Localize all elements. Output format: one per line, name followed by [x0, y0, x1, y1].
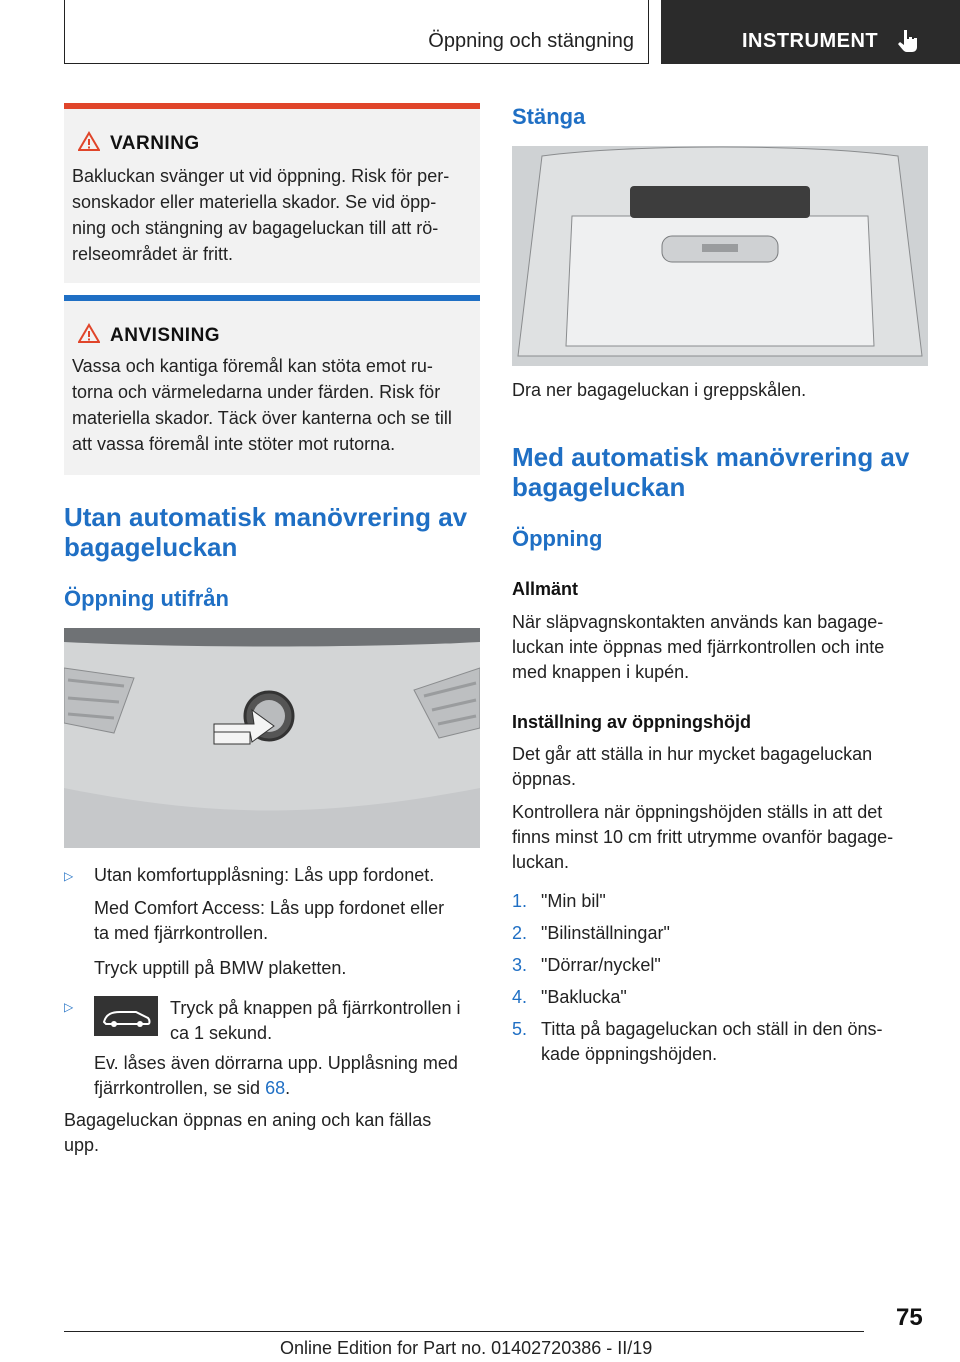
warning-bar — [64, 103, 480, 109]
tailgate-handle-illustration — [512, 146, 928, 366]
step-line: ca 1 sekund. — [170, 1023, 273, 1043]
step-press-remote — [170, 996, 460, 1046]
heading-without-automatic — [64, 502, 467, 562]
warning-line: ning och stängning av bagageluckan till att rö- — [72, 218, 439, 238]
header-chapter-label: INSTRUMENT — [742, 30, 879, 52]
step-item[interactable] — [512, 921, 928, 953]
heading-opening-outside: Öppning utifrån — [64, 586, 229, 611]
step-number: 5. — [512, 1019, 528, 1039]
notice-box — [64, 295, 480, 475]
step-number: 1. — [512, 891, 528, 911]
step-line: ta med fjärrkontrollen. — [94, 923, 269, 943]
heading-general: Allmänt — [512, 579, 579, 599]
text-line: med knappen i kupén. — [512, 662, 690, 682]
heading-line: bagageluckan — [64, 532, 238, 562]
notice-text — [72, 353, 472, 457]
notice-line: Vassa och kantiga föremål kan stöta emot ru- — [72, 356, 433, 376]
step-text: "Bilinställningar" — [541, 923, 670, 943]
notice-line: att vassa föremål inte stöter mot rutorna. — [72, 434, 396, 454]
footer-divider — [64, 1331, 864, 1332]
bullet-icon: ▷ — [64, 1000, 74, 1014]
page-number: 75 — [896, 1304, 923, 1331]
bullet-icon: ▷ — [64, 869, 74, 883]
step-unlock: Utan komfortupplåsning: Lås upp fordonet. — [94, 865, 435, 885]
step-number: 2. — [512, 923, 528, 943]
step-item[interactable] — [512, 953, 928, 985]
heading-line: bagageluckan — [512, 472, 686, 502]
heading-line: Utan automatisk manövrering av — [64, 502, 468, 532]
warning-title: VARNING — [110, 133, 200, 154]
step-list-left — [64, 863, 444, 981]
page-link-68[interactable]: 68 — [265, 1078, 286, 1098]
warning-line: Bakluckan svänger ut vid öppning. Risk för per- — [72, 166, 450, 186]
footer-edition: Online Edition for Part no. 01402720386 - II/19 — [280, 1338, 653, 1358]
step-item[interactable] — [512, 1017, 928, 1067]
heading-opening: Öppning — [512, 526, 603, 551]
heading-closing: Stänga — [512, 104, 586, 129]
warning-line: sonskador eller materiella skador. Se vid öpp- — [72, 192, 437, 212]
text-line: När släpvagnskontakten används kan bagage- — [512, 612, 884, 632]
step-text: Titta på bagageluckan och ställ in den öns- — [541, 1019, 883, 1039]
tailgate-badge-illustration — [64, 628, 480, 848]
step-line: Ev. låses även dörrarna upp. Upplåsning med — [94, 1053, 458, 1073]
text-line: upp. — [64, 1135, 100, 1155]
notice-line: torna och värmeledarna under färden. Risk för — [72, 382, 441, 402]
opening-result-text — [64, 1108, 431, 1158]
step-line: Tryck på knappen på fjärrkontrollen i — [170, 998, 461, 1018]
step-text: kade öppningshöjden. — [541, 1044, 718, 1064]
height-text — [512, 742, 872, 792]
step-number: 4. — [512, 987, 528, 1007]
text-line: luckan. — [512, 852, 570, 872]
step-press-badge: Tryck upptill på BMW plaketten. — [94, 958, 347, 978]
text-line: Det går att ställa in hur mycket bagageluckan — [512, 744, 873, 764]
step-line: Med Comfort Access: Lås upp fordonet eller — [94, 898, 445, 918]
step-doors-unlock-note — [94, 1051, 458, 1101]
warning-box — [64, 103, 480, 283]
step-text: "Dörrar/nyckel" — [541, 955, 661, 975]
heading-line: Med automatisk manövrering av — [512, 442, 910, 472]
step-item[interactable] — [512, 889, 928, 921]
step-item[interactable] — [512, 985, 928, 1017]
warning-triangle-icon — [78, 131, 100, 151]
heading-opening-height: Inställning av öppningshöjd — [512, 712, 751, 732]
step-line: . — [285, 1078, 291, 1098]
step-number: 3. — [512, 955, 528, 975]
header-section-title: Öppning och stängning — [428, 30, 634, 52]
hand-pointer-icon — [895, 28, 921, 54]
step-text: "Min bil" — [541, 891, 606, 911]
notice-bar — [64, 295, 480, 301]
text-line: finns minst 10 cm fritt utrymme ovanför bagage- — [512, 827, 894, 847]
notice-line: materiella skador. Täck över kanterna och se till — [72, 408, 452, 428]
warning-text — [72, 163, 472, 267]
remote-tailgate-button-icon — [94, 996, 158, 1036]
step-comfort-access — [94, 896, 444, 946]
text-line: öppnas. — [512, 769, 577, 789]
warning-line: relseområdet är fritt. — [72, 244, 234, 264]
closing-caption: Dra ner bagageluckan i greppskålen. — [512, 380, 807, 400]
general-text — [512, 610, 884, 685]
check-space-text — [512, 800, 893, 875]
step-line: fjärrkontrollen, se sid — [94, 1078, 266, 1098]
notice-triangle-icon — [78, 323, 100, 343]
notice-title: ANVISNING — [110, 325, 221, 346]
text-line: Bagageluckan öppnas en aning och kan fällas — [64, 1110, 432, 1130]
heading-with-automatic — [512, 442, 909, 502]
step-text: "Baklucka" — [541, 987, 627, 1007]
text-line: Kontrollera när öppningshöjden ställs in att det — [512, 802, 883, 822]
text-line: luckan inte öppnas med fjärrkontrollen och inte — [512, 637, 885, 657]
settings-steps — [512, 889, 928, 1067]
